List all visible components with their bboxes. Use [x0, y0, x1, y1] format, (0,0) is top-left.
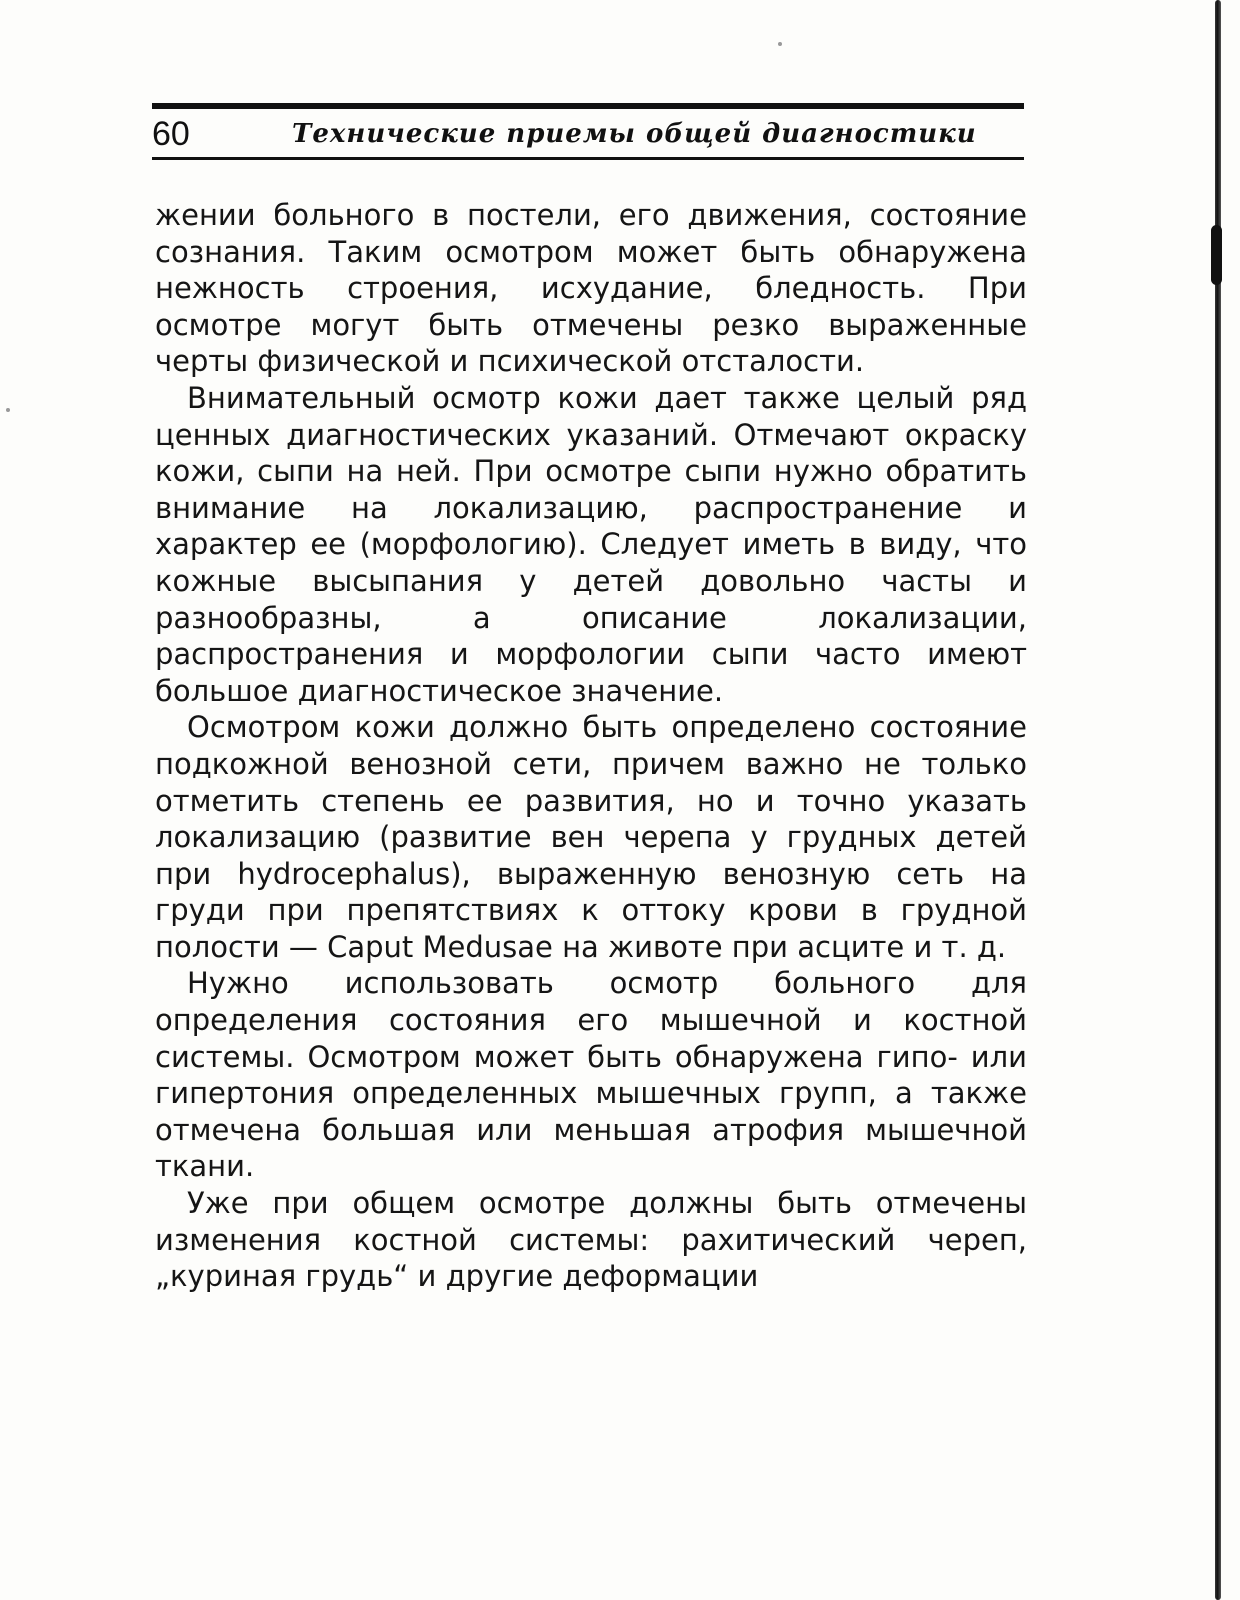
scan-speck: [778, 42, 782, 46]
book-binding-shadow: [1211, 225, 1222, 285]
running-title: Технические приемы общей диагностики: [292, 119, 977, 149]
paragraph-2: Внимательный осмотр кожи дает также целый ряд ценных диагностических указаний. Отмечают окраску кожи, сыпи на ней. При осмотре сыпи нужно обратить внимание на локализацию, распространение и характер ее (морфологию). Следует иметь в виду, что кожные высыпания у детей довольно часты и разнообразны, а описание локализации, распространения и морфологии сыпи часто имеют большое диагностическое значение.: [155, 380, 1027, 708]
page-number: 60: [152, 115, 190, 153]
scan-speck: [6, 408, 10, 412]
paragraph-1: жении больного в постели, его движения, состояние сознания. Таким осмотром может быть обнаружена нежность строения, исхудание, бледность. При осмотре могут быть отмечены резко выраженные черты физической и психической отсталости.: [155, 198, 1027, 379]
header-rule-top: [152, 103, 1024, 109]
header-rule-bottom: [152, 157, 1024, 160]
page-header: [152, 103, 1024, 161]
paragraph-4: Нужно использовать осмотр больного для определения состояния его мышечной и костной системы. Осмотром может быть обнаружена гипо- или гипертония определенных мышечных групп, а также отмечена большая или меньшая атрофия мышечной ткани.: [155, 966, 1027, 1184]
body-text: [155, 197, 1027, 1295]
paragraph-5: Уже при общем осмотре должны быть отмечены изменения костной системы: рахитический череп, „куриная грудь“ и другие деформации: [155, 1186, 1027, 1294]
paragraph-3: Осмотром кожи должно быть определено состояние подкожной венозной сети, причем важно не только отметить степень ее развития, но и точно указать локализацию (развитие вен черепа у грудных детей при hydrocephalus), выраженную венозную сеть на груди при препятствиях к оттоку крови в грудной полости — Caput Medusae на животе при асците и т. д.: [155, 710, 1027, 964]
